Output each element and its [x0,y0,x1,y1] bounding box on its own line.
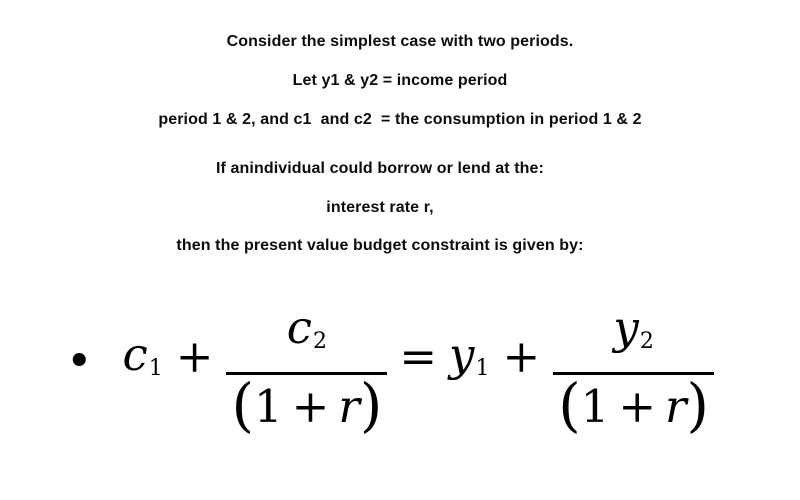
intro-line-1: Consider the simplest case with two periods. [226,33,574,50]
fraction-rhs-numerator [613,301,654,363]
var-c: c [286,301,312,354]
plus-operator: + [291,380,330,433]
term-y1 [449,328,490,381]
plus-operator: + [618,380,657,433]
intro-line-2: Let y1 & y2 = income period [292,72,508,89]
open-paren: ( [231,372,254,439]
var-r: r [338,380,360,433]
budget-constraint-equation [66,301,714,439]
subscript-1: 1 [475,356,490,381]
open-paren: ( [558,372,581,439]
var-y: y [449,328,475,381]
premise-line-1: If anindividual could borrow or lend at the: [216,160,544,177]
fraction-lhs-denominator [226,372,387,439]
subscript-1: 1 [148,356,163,381]
var-y: y [613,301,639,354]
subscript-2: 2 [312,329,327,354]
plus-operator-left: + [175,329,214,383]
var-r: r [665,380,687,433]
close-paren: ) [359,372,383,439]
fraction-rhs [553,301,714,439]
subscript-2: 2 [639,329,654,354]
fraction-lhs-numerator [286,301,327,363]
bullet-marker: • [66,333,93,387]
premise-line-3: then the present value budget constraint is given by: [176,237,584,254]
fraction-lhs [226,301,387,439]
premise-line-2: interest rate r, [326,199,434,216]
var-c: c [122,328,148,381]
equals-sign: = [399,329,438,383]
term-c1 [122,328,163,381]
plus-operator-right: + [502,329,541,383]
close-paren: ) [686,372,710,439]
digit-one: 1 [580,380,610,433]
fraction-rhs-denominator [553,372,714,439]
intro-line-3: period 1 & 2, and c1 and c2 = the consumption in period 1 & 2 [158,111,642,128]
digit-one: 1 [253,380,283,433]
